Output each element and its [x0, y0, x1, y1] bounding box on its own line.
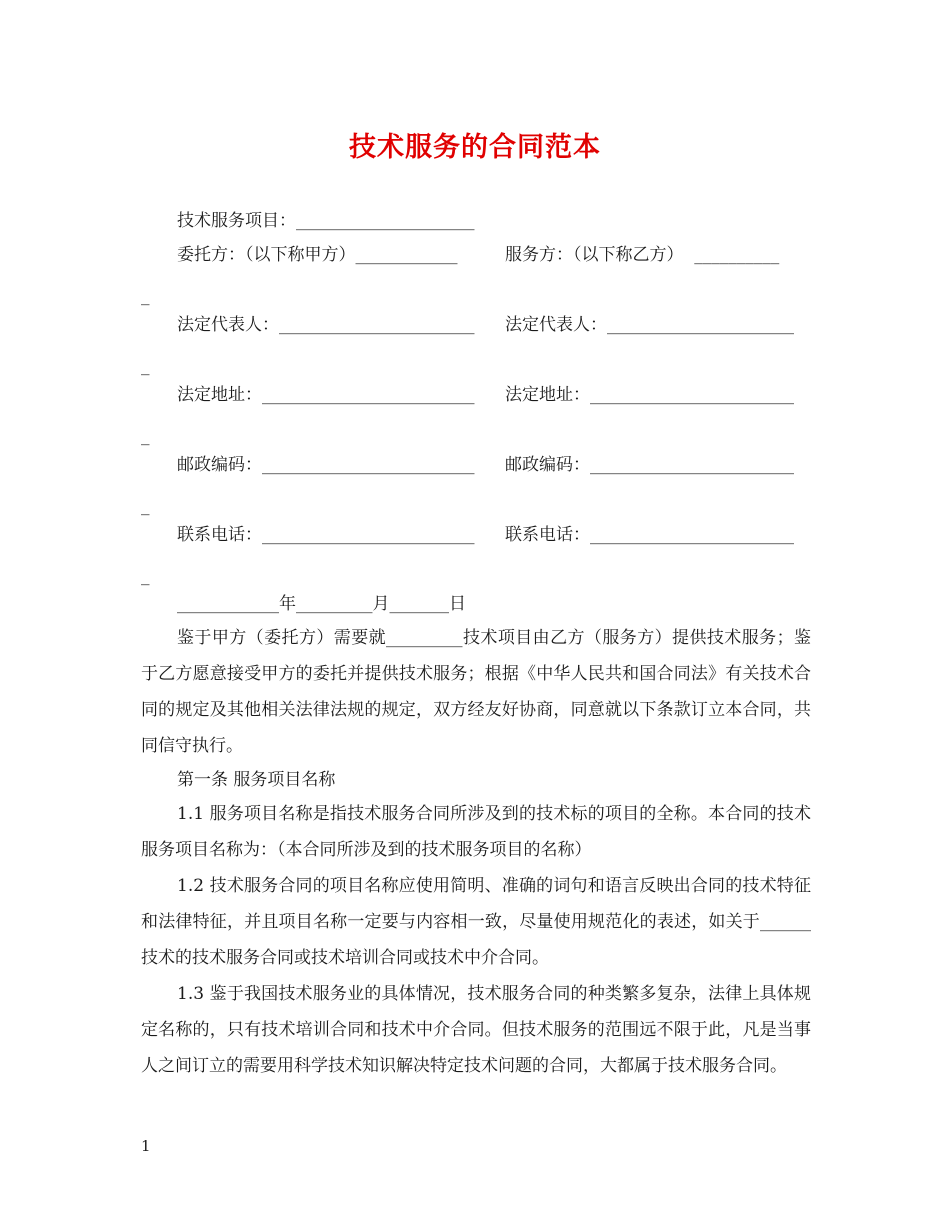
- preamble-paragraph: 鉴于甲方（委托方）需要就_________技术项目由乙方（服务方）提供技术服务；鉴于乙方愿意接受甲方的委托并提供技术服务；根据《中华人民共和国合同法》有关技术合同的规定及其他相关法律法规的规定，双方经友好协商，同意就以下条款订立本合同，共同信守执行。: [141, 628, 811, 756]
- tel-b-field: 联系电话：________________________: [505, 525, 794, 545]
- overflow-mark: _: [141, 426, 150, 446]
- document-title: 技术服务的合同范本: [349, 132, 601, 163]
- addr-b-field: 法定地址：________________________: [505, 385, 794, 405]
- overflow-mark: _: [141, 286, 150, 306]
- party-b-field: 服务方：（以下称乙方） __________: [505, 245, 780, 265]
- overflow-mark: _: [141, 496, 150, 516]
- zip-a-field: 邮政编码：_________________________: [177, 455, 475, 475]
- party-a-field: 委托方：（以下称甲方）____________: [177, 245, 458, 265]
- project-field: 技术服务项目：_____________________: [177, 211, 475, 231]
- date-field: ____________年_________月_______日: [177, 594, 466, 614]
- tel-a-field: 联系电话：_________________________: [177, 525, 475, 545]
- zip-b-field: 邮政编码：________________________: [505, 455, 794, 475]
- rep-a-field: 法定代表人：_______________________: [177, 315, 475, 335]
- clause-1-2: 1.2 技术服务合同的项目名称应使用简明、准确的词句和语言反映出合同的技术特征和法律特征，并且项目名称一定要与内容相一致，尽量使用规范化的表述，如关于______技术的技术服务合同或技术培训合同或技术中介合同。: [141, 876, 811, 968]
- clause-1-3: 1.3 鉴于我国技术服务业的具体情况，技术服务合同的种类繁多复杂，法律上具体规定名称的，只有技术培训合同和技术中介合同。但技术服务的范围远不限于此，凡是当事人之间订立的需要用科学技术知识解决特定技术问题的合同，大都属于技术服务合同。: [141, 984, 811, 1076]
- article-1-heading: 第一条 服务项目名称: [177, 770, 336, 790]
- overflow-mark: _: [141, 566, 150, 586]
- clause-1-1: 1.1 服务项目名称是指技术服务合同所涉及到的技术标的项目的全称。本合同的技术服务项目名称为：（本合同所涉及到的技术服务项目的名称）: [141, 804, 811, 860]
- addr-a-field: 法定地址：_________________________: [177, 385, 475, 405]
- overflow-mark: _: [141, 356, 150, 376]
- page-number: 1: [141, 1137, 151, 1155]
- rep-b-field: 法定代表人：______________________: [505, 315, 794, 335]
